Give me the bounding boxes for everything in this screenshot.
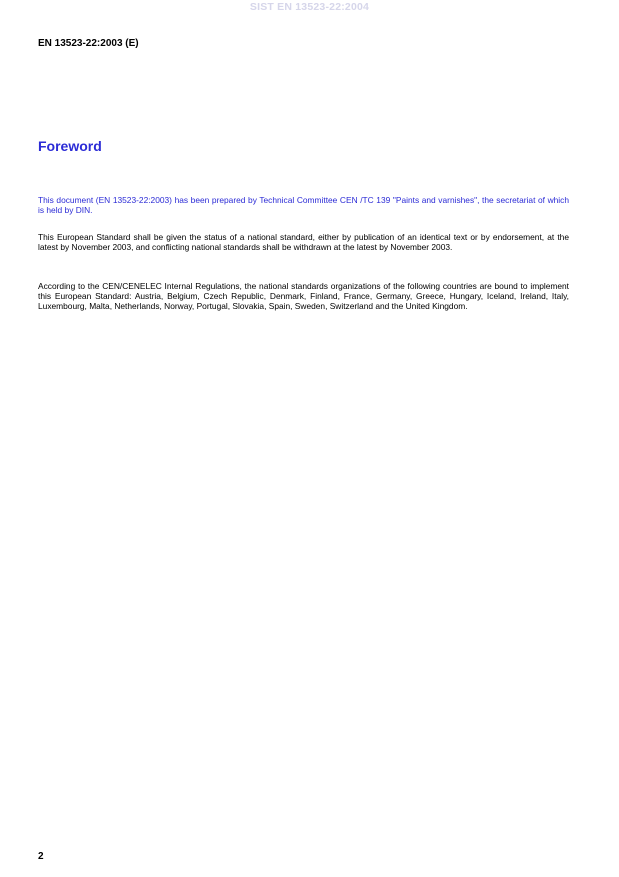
foreword-paragraph-countries: According to the CEN/CENELEC Internal Regulations, the national standards organizations of the following countries are bound to implement this European Standard: Austria, Belgium, Czech Republic, Denmark, Finland, France, Germany, Greece, Hungary, Iceland, Ireland, Italy, Luxembourg, Malta, Netherlands, Norway, Portugal, Slovakia, Spain, Sweden, Switzerland and the United Kingdom. (38, 281, 569, 311)
foreword-paragraph-committee: This document (EN 13523-22:2003) has been prepared by Technical Committee CEN /TC 139 "Paints and varnishes", the secretariat of which is held by DIN. (38, 195, 569, 215)
foreword-heading: Foreword (38, 138, 102, 154)
page-number: 2 (38, 851, 44, 862)
foreword-paragraph-status: This European Standard shall be given the status of a national standard, either by publication of an identical text or by endorsement, at the latest by November 2003, and conflicting national standards shall be withdrawn at the latest by November 2003. (38, 232, 569, 252)
watermark: SIST EN 13523-22:2004 (249, 1, 370, 13)
document-identifier: EN 13523-22:2003 (E) (38, 38, 139, 49)
